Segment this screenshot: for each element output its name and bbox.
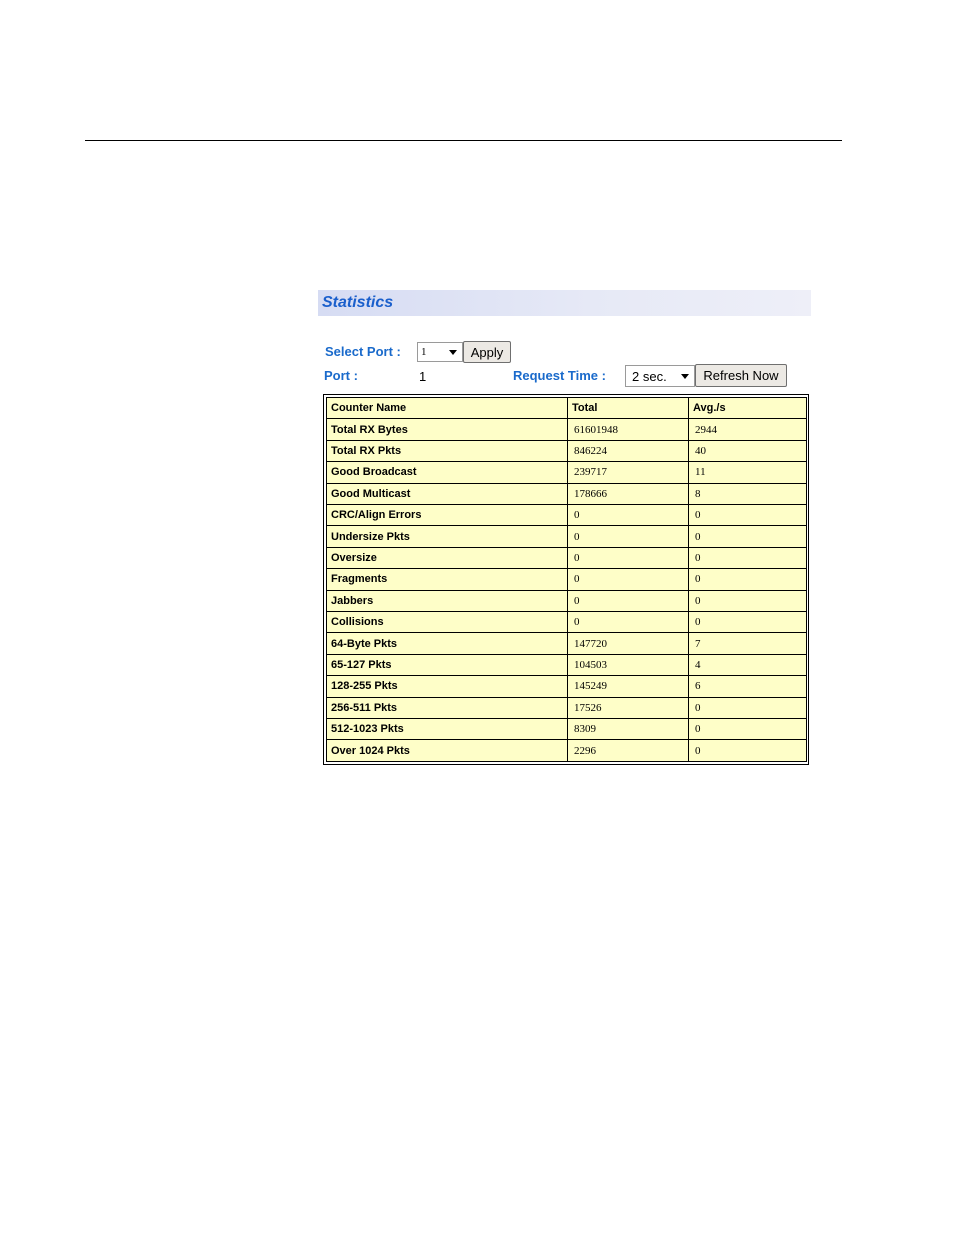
counter-name-cell: CRC/Align Errors (327, 505, 568, 526)
select-port-dropdown[interactable] (417, 342, 463, 362)
total-cell: 0 (568, 547, 689, 568)
avg-cell: 0 (689, 740, 807, 762)
avg-cell: 4 (689, 654, 807, 675)
avg-cell: 0 (689, 547, 807, 568)
page-header-rule (85, 140, 842, 141)
table-row (327, 590, 807, 611)
counter-name-cell: Total RX Bytes (327, 419, 568, 440)
counter-name-cell: Good Multicast (327, 483, 568, 504)
total-cell: 0 (568, 612, 689, 633)
apply-button[interactable]: Apply (463, 341, 511, 363)
total-cell: 147720 (568, 633, 689, 654)
table-row (327, 569, 807, 590)
counter-name-cell: Collisions (327, 612, 568, 633)
table-row (327, 612, 807, 633)
counter-name-cell: 256-511 Pkts (327, 697, 568, 718)
total-cell: 61601948 (568, 419, 689, 440)
refresh-now-button[interactable]: Refresh Now (695, 364, 787, 387)
request-time-value: 2 sec. (632, 368, 667, 384)
table-row (327, 419, 807, 440)
avg-cell: 0 (689, 569, 807, 590)
statistics-title-bar (318, 290, 811, 316)
counter-name-cell: Fragments (327, 569, 568, 590)
table-row (327, 462, 807, 483)
total-cell: 17526 (568, 697, 689, 718)
header-counter-name: Counter Name (327, 398, 568, 419)
table-row (327, 697, 807, 718)
table-row (327, 654, 807, 675)
table-row (327, 526, 807, 547)
table-row (327, 547, 807, 568)
table-row (327, 676, 807, 697)
chevron-down-icon (449, 350, 457, 355)
avg-cell: 8 (689, 483, 807, 504)
total-cell: 178666 (568, 483, 689, 504)
avg-cell: 0 (689, 590, 807, 611)
port-label: Port : (324, 368, 358, 383)
avg-cell: 0 (689, 719, 807, 740)
total-cell: 145249 (568, 676, 689, 697)
table-row (327, 633, 807, 654)
counter-name-cell: 128-255 Pkts (327, 676, 568, 697)
total-cell: 0 (568, 590, 689, 611)
table-row (327, 719, 807, 740)
header-total: Total (568, 398, 689, 419)
counter-name-cell: Over 1024 Pkts (327, 740, 568, 762)
total-cell: 0 (568, 569, 689, 590)
select-port-value: 1 (421, 346, 427, 358)
header-avg-per-sec: Avg./s (689, 398, 807, 419)
counter-name-cell: Total RX Pkts (327, 440, 568, 461)
avg-cell: 0 (689, 697, 807, 718)
table-row (327, 740, 807, 762)
table-row (327, 440, 807, 461)
avg-cell: 6 (689, 676, 807, 697)
table-row (327, 505, 807, 526)
total-cell: 8309 (568, 719, 689, 740)
avg-cell: 0 (689, 505, 807, 526)
counter-name-cell: Oversize (327, 547, 568, 568)
chevron-down-icon (681, 374, 689, 379)
request-time-dropdown[interactable] (625, 365, 695, 387)
avg-cell: 0 (689, 526, 807, 547)
avg-cell: 7 (689, 633, 807, 654)
total-cell: 239717 (568, 462, 689, 483)
port-value: 1 (419, 369, 427, 384)
counter-name-cell: Jabbers (327, 590, 568, 611)
avg-cell: 2944 (689, 419, 807, 440)
table-row (327, 483, 807, 504)
avg-cell: 0 (689, 612, 807, 633)
statistics-table-frame (323, 394, 809, 765)
total-cell: 0 (568, 526, 689, 547)
select-port-label: Select Port : (325, 344, 401, 359)
statistics-table (326, 397, 807, 762)
total-cell: 2296 (568, 740, 689, 762)
total-cell: 104503 (568, 654, 689, 675)
avg-cell: 11 (689, 462, 807, 483)
counter-name-cell: 512-1023 Pkts (327, 719, 568, 740)
total-cell: 846224 (568, 440, 689, 461)
avg-cell: 40 (689, 440, 807, 461)
request-time-label: Request Time : (513, 368, 606, 383)
counter-name-cell: 64-Byte Pkts (327, 633, 568, 654)
table-header-row (327, 398, 807, 419)
panel-title: Statistics (322, 294, 394, 311)
counter-name-cell: 65-127 Pkts (327, 654, 568, 675)
counter-name-cell: Good Broadcast (327, 462, 568, 483)
counter-name-cell: Undersize Pkts (327, 526, 568, 547)
total-cell: 0 (568, 505, 689, 526)
